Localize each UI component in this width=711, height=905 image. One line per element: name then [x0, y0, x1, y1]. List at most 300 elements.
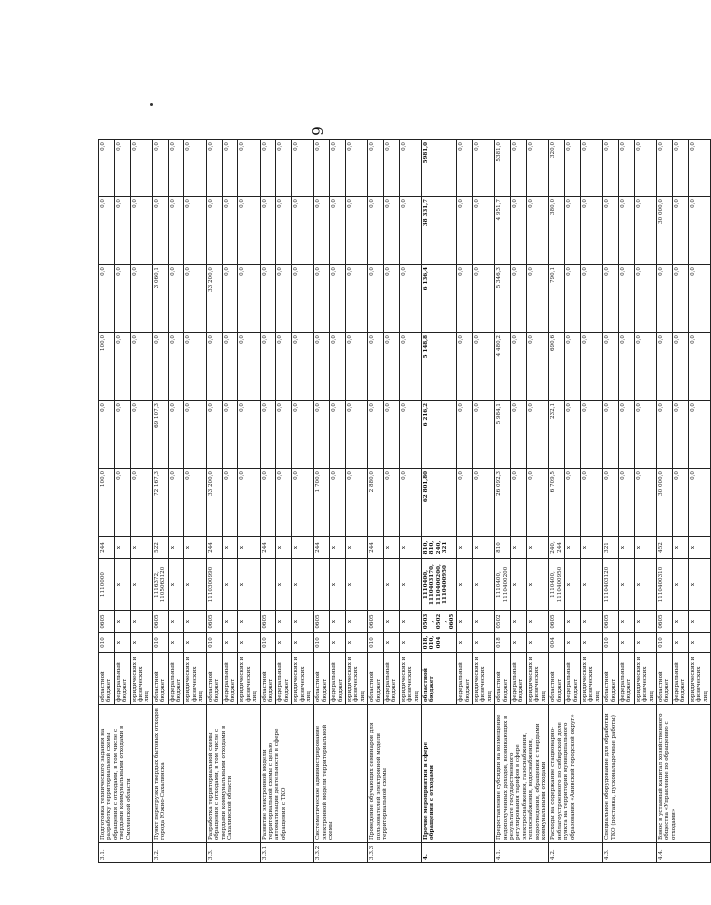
amount-year-5: 0,0: [99, 140, 115, 197]
row-number: 4.: [422, 843, 495, 863]
funding-source: федеральный бюджет: [276, 653, 292, 705]
amount-year-1: 0,0: [384, 401, 400, 469]
grbs-code: x: [276, 633, 292, 653]
section-code: x: [276, 611, 292, 633]
amount-year-4: 0,0: [384, 197, 400, 265]
amount-year-1: 0,0: [472, 401, 494, 469]
grbs-code: 010: [657, 633, 673, 653]
amount-year-3: 0,0: [472, 265, 494, 333]
amount-year-2: 0,0: [206, 333, 222, 401]
expense-type: 452: [657, 537, 673, 559]
expense-type: x: [457, 537, 473, 559]
amount-year-5: 0,0: [260, 140, 276, 197]
grbs-code: 018, 010, 004: [422, 633, 457, 653]
grbs-code: x: [565, 633, 581, 653]
amount-year-3: 3 060,1: [152, 265, 168, 333]
table-row: [368, 140, 384, 863]
table-row: [603, 140, 619, 863]
expense-type: 321: [603, 537, 619, 559]
expense-type: x: [276, 537, 292, 559]
amount-year-2: 0,0: [238, 333, 260, 401]
amount-year-1: 0,0: [565, 401, 581, 469]
table-frame: [98, 140, 709, 863]
amount-total: 33 200,0: [206, 469, 222, 537]
amount-year-3: 0,0: [276, 265, 292, 333]
expense-type: x: [238, 537, 260, 559]
amount-year-4: 0,0: [314, 197, 330, 265]
grbs-code: 018: [495, 633, 511, 653]
section-code: x: [346, 611, 368, 633]
table-row: [260, 140, 276, 863]
expense-type: 810, 810, 240, 321: [422, 537, 457, 559]
amount-year-1: 0,0: [292, 401, 314, 469]
grbs-code: x: [184, 633, 206, 653]
amount-year-4: 0,0: [184, 197, 206, 265]
section-code: x: [114, 611, 130, 633]
grbs-code: x: [457, 633, 473, 653]
amount-year-2: 0,0: [152, 333, 168, 401]
amount-year-5: 0,0: [457, 140, 473, 197]
amount-year-5: 0,0: [619, 140, 635, 197]
section-code: 0605: [260, 611, 276, 633]
amount-year-4: 0,0: [260, 197, 276, 265]
amount-year-5: 0,0: [114, 140, 130, 197]
grbs-code: x: [330, 633, 346, 653]
section-code: x: [330, 611, 346, 633]
amount-year-5: 0,0: [526, 140, 548, 197]
section-code: x: [581, 611, 603, 633]
amount-total: 0,0: [260, 469, 276, 537]
funding-source: федеральный бюджет: [511, 653, 527, 705]
amount-year-1: 0,0: [634, 401, 656, 469]
expense-type: x: [511, 537, 527, 559]
amount-year-3: 0,0: [368, 265, 384, 333]
section-code: x: [292, 611, 314, 633]
amount-year-2: 0,0: [330, 333, 346, 401]
table-row: [495, 140, 511, 863]
amount-year-1: 0,0: [399, 401, 421, 469]
target-article: x: [238, 559, 260, 611]
amount-total: 0,0: [457, 469, 473, 537]
expense-type: x: [292, 537, 314, 559]
amount-year-4: 38 331,7: [422, 197, 457, 265]
amount-year-1: 5 984,1: [495, 401, 511, 469]
grbs-code: x: [130, 633, 152, 653]
funding-source: федеральный бюджет: [619, 653, 635, 705]
table-row: [99, 140, 115, 863]
row-number: 3.2.: [152, 843, 206, 863]
amount-total: 0,0: [130, 469, 152, 537]
target-article: x: [526, 559, 548, 611]
scan-speck: [150, 103, 153, 106]
amount-total: 0,0: [603, 469, 619, 537]
amount-year-2: 690,6: [549, 333, 565, 401]
grbs-code: x: [511, 633, 527, 653]
section-code: x: [184, 611, 206, 633]
amount-year-4: 0,0: [238, 197, 260, 265]
amount-year-4: 30 000,0: [657, 197, 673, 265]
amount-year-5: 0,0: [688, 140, 710, 197]
amount-year-1: 232,1: [549, 401, 565, 469]
section-code: 0605: [206, 611, 222, 633]
section-code: x: [688, 611, 710, 633]
amount-year-4: 0,0: [581, 197, 603, 265]
grbs-code: x: [168, 633, 184, 653]
target-article: x: [634, 559, 656, 611]
amount-year-5: 0,0: [472, 140, 494, 197]
grbs-code: x: [114, 633, 130, 653]
row-number: 4.4.: [657, 843, 711, 863]
row-name: Предоставление субсидии на возмещение недополученных доходов, возникающих в результате государственного регулирования тарифов в сфере электроснабжения, газоснабжения, теплоснабжения, водоснабжения, водоотведения, обращения с твердыми коммунальными отходами: [495, 705, 549, 843]
funding-source: юридических и физических лиц: [130, 653, 152, 705]
funding-source: областной бюджет: [657, 653, 673, 705]
funding-source: юридических и физических лиц: [526, 653, 548, 705]
funding-source: юридических и физических лиц: [292, 653, 314, 705]
expense-type: 244: [206, 537, 222, 559]
amount-year-3: 0,0: [346, 265, 368, 333]
expense-type: x: [114, 537, 130, 559]
expense-type: 244: [314, 537, 330, 559]
grbs-code: x: [346, 633, 368, 653]
expense-type: x: [399, 537, 421, 559]
amount-year-2: 0,0: [511, 333, 527, 401]
grbs-code: x: [526, 633, 548, 653]
expense-type: 244: [260, 537, 276, 559]
expense-type: x: [130, 537, 152, 559]
amount-year-3: 0,0: [526, 265, 548, 333]
amount-year-4: 0,0: [526, 197, 548, 265]
amount-year-3: 0,0: [619, 265, 635, 333]
amount-year-1: 6 216,2: [422, 401, 457, 469]
amount-total: 0,0: [399, 469, 421, 537]
amount-year-2: 0,0: [130, 333, 152, 401]
funding-source: областной бюджет: [368, 653, 384, 705]
target-article: [314, 559, 330, 611]
amount-year-2: 0,0: [457, 333, 473, 401]
funding-source: юридических и физических лиц: [581, 653, 603, 705]
amount-year-2: 0,0: [526, 333, 548, 401]
row-number: 3.3.2: [314, 843, 368, 863]
target-article: x: [384, 559, 400, 611]
expense-type: 240, 244: [549, 537, 565, 559]
amount-year-1: 0,0: [603, 401, 619, 469]
grbs-code: x: [581, 633, 603, 653]
table-row: [152, 140, 168, 863]
amount-year-3: 5 346,3: [495, 265, 511, 333]
amount-total: 0,0: [472, 469, 494, 537]
funding-source: юридических и физических лиц: [346, 653, 368, 705]
expense-type: x: [222, 537, 238, 559]
amount-year-5: 0,0: [130, 140, 152, 197]
expense-type: x: [346, 537, 368, 559]
expense-type: x: [672, 537, 688, 559]
amount-year-4: 0,0: [276, 197, 292, 265]
amount-year-5: 0,0: [399, 140, 421, 197]
target-article: x: [457, 559, 473, 611]
amount-year-3: 0,0: [114, 265, 130, 333]
amount-total: 0,0: [114, 469, 130, 537]
amount-total: 0,0: [238, 469, 260, 537]
amount-year-1: 0,0: [222, 401, 238, 469]
section-code: x: [130, 611, 152, 633]
funding-source: федеральный бюджет: [384, 653, 400, 705]
amount-year-1: 0,0: [526, 401, 548, 469]
row-name: Проведение обучающих семинаров для пользователей электронной модели территориальной схемы: [368, 705, 422, 843]
target-article: x: [330, 559, 346, 611]
amount-year-3: 0,0: [168, 265, 184, 333]
table-row: [206, 140, 222, 863]
amount-total: 0,0: [619, 469, 635, 537]
target-article: 1110400, 1110403170, 1110400200, 1110400950: [422, 559, 457, 611]
expense-type: x: [565, 537, 581, 559]
amount-year-2: 0,0: [603, 333, 619, 401]
amount-year-3: 0,0: [603, 265, 619, 333]
amount-total: 0,0: [222, 469, 238, 537]
amount-year-3: 6 136,4: [422, 265, 457, 333]
amount-year-1: 0,0: [276, 401, 292, 469]
funding-source: федеральный бюджет: [330, 653, 346, 705]
amount-year-4: 0,0: [368, 197, 384, 265]
funding-source: федеральный бюджет: [168, 653, 184, 705]
amount-year-5: 0,0: [184, 140, 206, 197]
section-code: x: [238, 611, 260, 633]
amount-year-3: 0,0: [657, 265, 673, 333]
amount-year-4: 380,0: [549, 197, 565, 265]
budget-table: [98, 139, 711, 863]
expense-type: x: [581, 537, 603, 559]
amount-year-5: 0,0: [292, 140, 314, 197]
target-article: [260, 559, 276, 611]
amount-year-5: 0,0: [238, 140, 260, 197]
amount-year-5: 0,0: [672, 140, 688, 197]
grbs-code: 010: [152, 633, 168, 653]
section-code: 0503, 0502, 0605: [422, 611, 457, 633]
target-article: 1110400, 1110400200: [495, 559, 511, 611]
funding-source: юридических и физических лиц: [634, 653, 656, 705]
amount-total: 26 092,3: [495, 469, 511, 537]
amount-year-3: 0,0: [672, 265, 688, 333]
funding-source: областной бюджет: [99, 653, 115, 705]
funding-source: федеральный бюджет: [222, 653, 238, 705]
amount-total: 1 700,0: [314, 469, 330, 537]
grbs-code: 010: [314, 633, 330, 653]
amount-total: 0,0: [565, 469, 581, 537]
section-code: x: [634, 611, 656, 633]
section-code: 0605: [152, 611, 168, 633]
amount-year-2: 0,0: [472, 333, 494, 401]
target-article: x: [688, 559, 710, 611]
amount-year-1: 0,0: [511, 401, 527, 469]
grbs-code: x: [292, 633, 314, 653]
amount-year-3: 0,0: [99, 265, 115, 333]
row-name: Развитие электронной модели территориальной схемы с целью автоматизации деятельности в сфере обращения с ТКО: [260, 705, 314, 843]
table-body: [99, 140, 711, 863]
target-article: 1110300990: [206, 559, 222, 611]
expense-type: x: [634, 537, 656, 559]
funding-source: юридических и физических лиц: [399, 653, 421, 705]
amount-total: 0,0: [384, 469, 400, 537]
expense-type: 810: [495, 537, 511, 559]
target-article: x: [130, 559, 152, 611]
amount-year-3: 33 200,0: [206, 265, 222, 333]
funding-source: федеральный бюджет: [457, 653, 473, 705]
expense-type: x: [472, 537, 494, 559]
grbs-code: x: [634, 633, 656, 653]
page-number: 6: [307, 126, 326, 136]
amount-year-1: 0,0: [619, 401, 635, 469]
amount-year-4: 0,0: [168, 197, 184, 265]
row-name: Взнос в уставный капитал хозяйственного общества «Управление по обращению с отходами»: [657, 705, 711, 843]
amount-year-4: 0,0: [457, 197, 473, 265]
amount-year-5: 0,0: [222, 140, 238, 197]
amount-year-1: 0,0: [368, 401, 384, 469]
amount-year-3: 0,0: [130, 265, 152, 333]
amount-year-2: 4 480,2: [495, 333, 511, 401]
amount-year-4: 0,0: [672, 197, 688, 265]
amount-total: 0,0: [526, 469, 548, 537]
amount-year-4: 0,0: [114, 197, 130, 265]
amount-year-5: 0,0: [657, 140, 673, 197]
amount-year-1: 69 107,3: [152, 401, 168, 469]
grbs-code: 004: [549, 633, 565, 653]
amount-year-2: 0,0: [688, 333, 710, 401]
amount-year-5: 0,0: [168, 140, 184, 197]
amount-year-2: 0,0: [292, 333, 314, 401]
expense-type: 244: [99, 537, 115, 559]
grbs-code: x: [238, 633, 260, 653]
row-name: Пункт перегрузки твердых бытовых отходов города Южно-Сахалинска: [152, 705, 206, 843]
amount-total: 30 000,0: [657, 469, 673, 537]
section-code: x: [399, 611, 421, 633]
funding-source: юридических и физических лиц: [184, 653, 206, 705]
section-code: x: [168, 611, 184, 633]
amount-year-5: 5981,0: [422, 140, 457, 197]
amount-year-1: 0,0: [457, 401, 473, 469]
row-number: 3.1.: [99, 843, 153, 863]
amount-total: 0,0: [168, 469, 184, 537]
amount-year-1: 0,0: [581, 401, 603, 469]
amount-year-3: 0,0: [457, 265, 473, 333]
amount-year-3: 0,0: [292, 265, 314, 333]
grbs-code: 010: [603, 633, 619, 653]
target-article: x: [184, 559, 206, 611]
amount-year-2: 0,0: [346, 333, 368, 401]
expense-type: x: [168, 537, 184, 559]
amount-year-2: 0,0: [368, 333, 384, 401]
funding-source: юридических и физических лиц: [688, 653, 710, 705]
section-code: 0502: [495, 611, 511, 633]
funding-source: федеральный бюджет: [565, 653, 581, 705]
table-row: [422, 140, 457, 863]
target-article: x: [346, 559, 368, 611]
amount-year-5: 0,0: [330, 140, 346, 197]
amount-year-3: 0,0: [260, 265, 276, 333]
amount-year-3: 0,0: [511, 265, 527, 333]
amount-year-5: 0,0: [511, 140, 527, 197]
expense-type: x: [330, 537, 346, 559]
target-article: x: [472, 559, 494, 611]
grbs-code: x: [472, 633, 494, 653]
row-name: Разработка территориальной схемы обращения с отходами, в том числе с твердыми коммунальными отходами в Сахалинской области: [206, 705, 260, 843]
amount-year-3: 0,0: [314, 265, 330, 333]
expense-type: 522: [152, 537, 168, 559]
amount-total: 0,0: [184, 469, 206, 537]
row-name: Специальное оборудование для обработки ТКО (поставка, пусконаладочные работы): [603, 705, 657, 843]
amount-year-1: 0,0: [206, 401, 222, 469]
amount-year-4: 0,0: [330, 197, 346, 265]
amount-total: 0,0: [292, 469, 314, 537]
amount-year-1: 0,0: [99, 401, 115, 469]
amount-year-4: 0,0: [603, 197, 619, 265]
amount-year-2: 0,0: [384, 333, 400, 401]
amount-year-3: 0,0: [399, 265, 421, 333]
target-article: x: [114, 559, 130, 611]
target-article: 1110400, 1110400950: [549, 559, 565, 611]
target-article: 1110403120: [603, 559, 619, 611]
amount-year-5: 5381,0: [495, 140, 511, 197]
target-article: x: [292, 559, 314, 611]
amount-year-3: 0,0: [565, 265, 581, 333]
amount-year-2: 0,0: [222, 333, 238, 401]
amount-year-2: 0,0: [184, 333, 206, 401]
row-name: Расходы на содержание стационарно-неблагоустроенного по сибирской доле пункта на территории муниципального образования «Анивский городской округ»: [549, 705, 603, 843]
amount-year-5: 0,0: [581, 140, 603, 197]
amount-year-1: 0,0: [168, 401, 184, 469]
amount-year-4: 0,0: [399, 197, 421, 265]
funding-source: областной бюджет: [603, 653, 619, 705]
amount-year-3: 0,0: [238, 265, 260, 333]
amount-year-1: 0,0: [688, 401, 710, 469]
amount-year-5: 0,0: [368, 140, 384, 197]
amount-year-3: 0,0: [330, 265, 346, 333]
amount-year-4: 4 951,7: [495, 197, 511, 265]
section-code: x: [619, 611, 635, 633]
amount-year-2: 0,0: [314, 333, 330, 401]
section-code: x: [511, 611, 527, 633]
section-code: x: [472, 611, 494, 633]
amount-year-3: 790,1: [549, 265, 565, 333]
amount-total: 62 801,80: [422, 469, 457, 537]
target-article: x: [672, 559, 688, 611]
amount-total: 6 709,5: [549, 469, 565, 537]
amount-total: 0,0: [688, 469, 710, 537]
expense-type: x: [184, 537, 206, 559]
amount-year-1: 0,0: [130, 401, 152, 469]
target-article: 1110400310: [657, 559, 673, 611]
amount-year-2: 0,0: [634, 333, 656, 401]
row-number: 4.3.: [603, 843, 657, 863]
amount-year-4: 0,0: [346, 197, 368, 265]
amount-year-2: 0,0: [260, 333, 276, 401]
table-row: [549, 140, 565, 863]
amount-year-1: 0,0: [657, 401, 673, 469]
amount-total: 0,0: [672, 469, 688, 537]
funding-source: областной бюджет: [206, 653, 222, 705]
amount-total: 0,0: [276, 469, 292, 537]
amount-total: 0,0: [330, 469, 346, 537]
section-code: 0605: [657, 611, 673, 633]
target-article: 1110000: [99, 559, 115, 611]
row-number: 3.3.1: [260, 843, 314, 863]
amount-year-2: 100,0: [99, 333, 115, 401]
amount-year-2: 0,0: [565, 333, 581, 401]
expense-type: x: [619, 537, 635, 559]
section-code: x: [384, 611, 400, 633]
amount-year-1: 0,0: [330, 401, 346, 469]
target-article: x: [581, 559, 603, 611]
amount-year-2: 0,0: [399, 333, 421, 401]
amount-year-3: 0,0: [581, 265, 603, 333]
